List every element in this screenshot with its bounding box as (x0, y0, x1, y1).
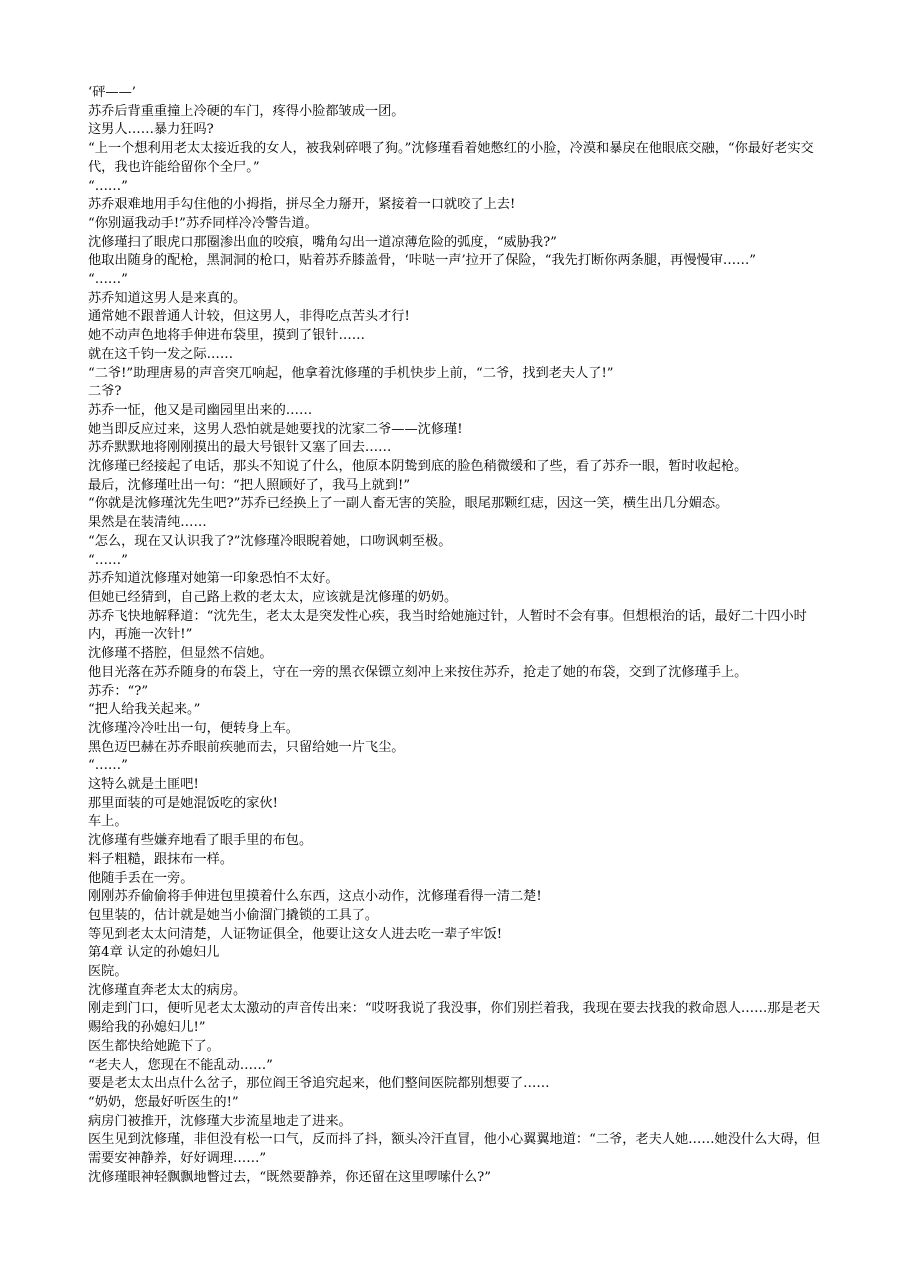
paragraph: 他随手丢在一旁。 (88, 870, 194, 886)
paragraph: 料子粗糙，跟抹布一样。 (88, 851, 234, 867)
paragraph: “……” (88, 758, 128, 774)
document-body (88, 84, 823, 1187)
paragraph: 她不动声色地将手伸进布袋里，摸到了银针…… (88, 328, 365, 344)
paragraph: 医生都快给她跪下了。 (88, 1038, 220, 1054)
paragraph: 医院。 (88, 964, 128, 980)
paragraph: 她当即反应过来，这男人恐怕就是她要找的沈家二爷——沈修瑾! (88, 421, 463, 437)
paragraph: “二爷!”助理唐易的声音突兀响起，他拿着沈修瑾的手机快步上前，“二爷，找到老夫人了!” (88, 365, 614, 381)
paragraph: 苏乔知道沈修瑾对她第一印象恐怕不太好。 (88, 571, 339, 587)
paragraph: 刚走到门口，便听见老太太激动的声音传出来：“哎呀我说了我没事，你们别拦着我，我现在要去找我的救命恩人……那是老天赐给我的孙媳妇儿!” (88, 1001, 821, 1036)
paragraph: 沈修瑾眼神轻飘飘地瞥过去，“既然要静养，你还留在这里啰嗦什么?” (88, 1169, 491, 1185)
paragraph: 但她已经猜到，自己路上救的老太太，应该就是沈修瑾的奶奶。 (88, 589, 458, 605)
paragraph: 他取出随身的配枪，黑洞洞的枪口，贴着苏乔膝盖骨，‘咔哒一声’拉开了保险，“我先打断你两条腿，再慢慢审……” (88, 253, 757, 269)
paragraph: 医生见到沈修瑾，非但没有松一口气，反而抖了抖，额头冷汗直冒，他小心翼翼地道：“二爷，老夫人她……她没什么大碍，但需要安神静养，好好调理……” (88, 1132, 821, 1167)
paragraph: 等见到老太太问清楚，人证物证俱全，他要让这女人进去吃一辈子牢饭! (88, 926, 503, 942)
paragraph: 果然是在装清纯…… (88, 515, 207, 531)
paragraph: ‘砰——’ (88, 85, 136, 100)
paragraph: “怎么，现在又认识我了?”沈修瑾冷眼睨着她，口吻讽刺至极。 (88, 533, 452, 549)
paragraph: 通常她不跟普通人计较，但这男人，非得吃点苦头才行! (88, 309, 410, 325)
paragraph: 第4章 认定的孙媳妇儿 (88, 945, 220, 961)
paragraph: 那里面装的可是她混饭吃的家伙! (88, 795, 278, 811)
paragraph: 苏乔一怔，他又是司幽园里出来的…… (88, 402, 313, 418)
paragraph: “你别逼我动手!”苏乔同样冷冷警告道。 (88, 215, 318, 231)
paragraph: 沈修瑾有些嫌弃地看了眼手里的布包。 (88, 833, 313, 849)
paragraph: “上一个想利用老太太接近我的女人，被我剁碎喂了狗。”沈修瑾看着她憋红的小脸，冷漠和暴戾在他眼底交融，“你最好老实交代，我也许能给留你个全尸。” (88, 141, 814, 175)
paragraph: 包里装的，估计就是她当小偷溜门撬锁的工具了。 (88, 907, 379, 923)
paragraph: “你就是沈修瑾沈先生吧?”苏乔已经换上了一副人畜无害的笑脸，眼尾那颗红痣，因这一笑，横生出几分媚态。 (88, 496, 729, 512)
paragraph: 就在这千钧一发之际…… (88, 346, 234, 362)
paragraph: “……” (88, 178, 128, 194)
paragraph: 刚刚苏乔偷偷将手伸进包里摸着什么东西，这点小动作，沈修瑾看得一清二楚! (88, 889, 542, 905)
paragraph: 苏乔知道这男人是来真的。 (88, 290, 247, 306)
paragraph: 二爷? (88, 384, 122, 400)
paragraph: 苏乔艰难地用手勾住他的小拇指，拼尽全力掰开，紧接着一口就咬了上去! (88, 197, 516, 213)
paragraph: 沈修瑾冷冷吐出一句，便转身上车。 (88, 720, 299, 736)
paragraph: 他目光落在苏乔随身的布袋上，守在一旁的黑衣保镖立刻冲上来按住苏乔，抢走了她的布袋，交到了沈修瑾手上。 (88, 664, 748, 680)
paragraph: “老夫人，您现在不能乱动……” (88, 1057, 273, 1073)
paragraph: 沈修瑾已经接起了电话，那头不知说了什么，他原本阴鸷到底的脸色稍微缓和了些，看了苏乔一眼，暂时收起枪。 (88, 459, 748, 475)
paragraph: 沈修瑾不搭腔，但显然不信她。 (88, 646, 273, 662)
paragraph: 病房门被推开，沈修瑾大步流星地走了进来。 (88, 1113, 352, 1129)
paragraph: “奶奶，您最好听医生的!” (88, 1094, 239, 1110)
paragraph: 最后，沈修瑾吐出一句：“把人照顾好了，我马上就到!” (88, 477, 411, 493)
paragraph: 这男人……暴力狂吗? (88, 122, 214, 138)
paragraph: 要是老太太出点什么岔子，那位阎王爷追究起来，他们整间医院都别想要了…… (88, 1076, 550, 1092)
paragraph: 车上。 (88, 814, 128, 830)
paragraph: 黑色迈巴赫在苏乔眼前疾驰而去，只留给她一片飞尘。 (88, 739, 405, 755)
paragraph: “……” (88, 272, 128, 288)
paragraph: “把人给我关起来。” (88, 702, 201, 718)
paragraph: 苏乔飞快地解释道：“沈先生，老太太是突发性心疾，我当时给她施过针，人暂时不会有事。但想根治的话，最好二十四小时内，再施一次针!” (88, 608, 807, 643)
paragraph: 沈修瑾扫了眼虎口那圈渗出血的咬痕，嘴角勾出一道凉薄危险的弧度，“威胁我?” (88, 234, 557, 250)
paragraph: 苏乔：“?” (88, 683, 149, 699)
paragraph: “……” (88, 552, 128, 568)
paragraph: 苏乔后背重重撞上冷硬的车门，疼得小脸都皱成一团。 (88, 103, 405, 119)
paragraph: 这特么就是土匪吧! (88, 777, 199, 793)
paragraph: 苏乔默默地将刚刚摸出的最大号银针又塞了回去…… (88, 440, 392, 456)
paragraph: 沈修瑾直奔老太太的病房。 (88, 982, 247, 998)
